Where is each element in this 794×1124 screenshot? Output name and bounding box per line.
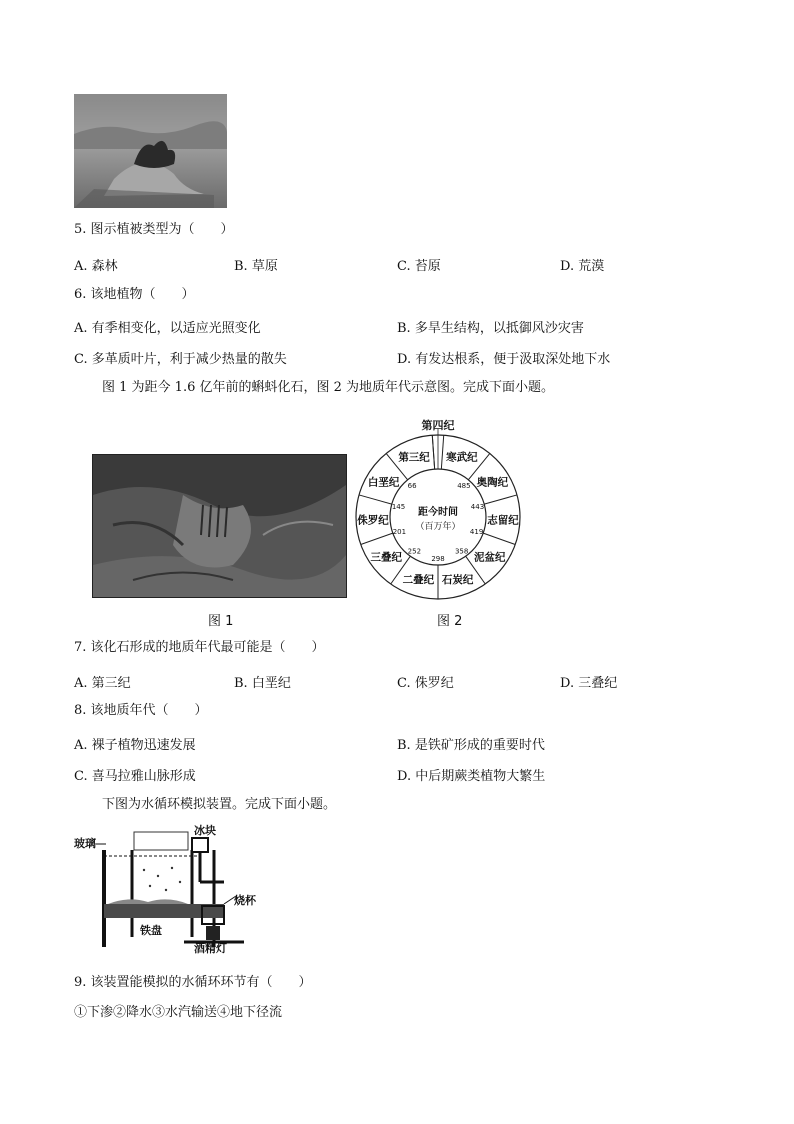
wheel-center-title: 距今时间 (418, 507, 458, 518)
q7-option-b[interactable]: B. 白垩纪 (234, 676, 291, 691)
q5-option-c[interactable]: C. 苔原 (397, 259, 441, 274)
label-ice: 冰块 (194, 824, 216, 837)
wheel-age-number: 419 (469, 527, 484, 536)
q5-option-d[interactable]: D. 荒漠 (560, 259, 605, 274)
figure-2-geologic-wheel (348, 407, 528, 607)
q8-option-b[interactable]: B. 是铁矿形成的重要时代 (397, 738, 545, 753)
question-8-stem: 8. 该地质年代（ ） (74, 703, 208, 718)
desert-vegetation-photo (74, 94, 227, 208)
wheel-period-label: 志留纪 (487, 514, 519, 527)
wheel-period-label: 奥陶纪 (476, 476, 509, 489)
q7-option-c[interactable]: C. 侏罗纪 (397, 676, 454, 691)
wheel-period-label: 石炭纪 (441, 573, 474, 586)
wheel-period-label: 第三纪 (398, 451, 430, 464)
desert-photo-drawing (74, 94, 227, 208)
wheel-label-quaternary: 第四纪 (421, 419, 455, 432)
question-6-stem: 6. 该地植物（ ） (74, 287, 195, 302)
wheel-period-label: 白垩纪 (367, 476, 400, 489)
q6-option-d[interactable]: D. 有发达根系，便于汲取深处地下水 (397, 352, 611, 367)
q8-option-c[interactable]: C. 喜马拉雅山脉形成 (74, 769, 196, 784)
q6-option-c[interactable]: C. 多革质叶片，利于减少热量的散失 (74, 352, 287, 367)
q8-option-a[interactable]: A. 裸子植物迅速发展 (74, 738, 196, 753)
wheel-age-number: 145 (391, 502, 406, 511)
question-9-stem: 9. 该装置能模拟的水循环环节有（ ） (74, 975, 312, 990)
question-5-stem: 5. 图示植被类型为（ ） (74, 222, 234, 237)
q7-option-a[interactable]: A. 第三纪 (74, 676, 131, 691)
question-7-stem: 7. 该化石形成的地质年代最可能是（ ） (74, 640, 325, 655)
q5-option-b[interactable]: B. 草原 (234, 259, 278, 274)
wheel-age-number: 298 (431, 555, 445, 563)
wheel-age-number: 252 (407, 547, 422, 556)
wheel-center-unit: （百万年） (415, 522, 461, 532)
fossil-photo-drawing (93, 455, 346, 597)
label-glass: 玻璃 (74, 837, 96, 850)
q6-option-b[interactable]: B. 多旱生结构，以抵御风沙灾害 (397, 321, 584, 336)
label-tray: 铁盘 (140, 924, 162, 937)
q5-option-a[interactable]: A. 森林 (74, 259, 118, 274)
q6-option-a[interactable]: A. 有季相变化，以适应光照变化 (74, 321, 261, 336)
q8-option-d[interactable]: D. 中后期蕨类植物大繁生 (397, 769, 546, 784)
wheel-period-label: 侏罗纪 (357, 514, 389, 527)
q7-option-d[interactable]: D. 三叠纪 (560, 676, 618, 691)
label-lamp: 酒精灯 (194, 942, 227, 955)
water-intro: 下图为水循环模拟装置。完成下面小题。 (102, 797, 337, 812)
wheel-age-number: 443 (470, 502, 485, 511)
wheel-period-label: 三叠纪 (370, 551, 402, 564)
water-cycle-apparatus (74, 822, 264, 957)
figure-1-fossil-photo (92, 454, 347, 598)
wheel-age-number: 358 (454, 547, 469, 556)
wheel-period-label: 寒武纪 (446, 451, 478, 464)
wheel-age-number: 66 (407, 482, 417, 491)
figure-2-caption: 图 2 (437, 614, 463, 629)
wheel-period-label: 二叠纪 (402, 573, 435, 586)
wheel-age-number: 485 (457, 482, 471, 491)
q9-items: ①下渗②降水③水汽输送④地下径流 (74, 1005, 283, 1020)
wheel-age-number: 201 (392, 527, 407, 536)
figure-1-caption: 图 1 (208, 614, 234, 629)
apparatus-drawing (74, 822, 264, 957)
fossil-intro: 图 1 为距今 1.6 亿年前的蝌蚪化石，图 2 为地质年代示意图。完成下面小题。 (102, 380, 555, 395)
wheel-period-label: 泥盆纪 (474, 551, 506, 564)
label-beaker: 烧杯 (234, 894, 256, 907)
